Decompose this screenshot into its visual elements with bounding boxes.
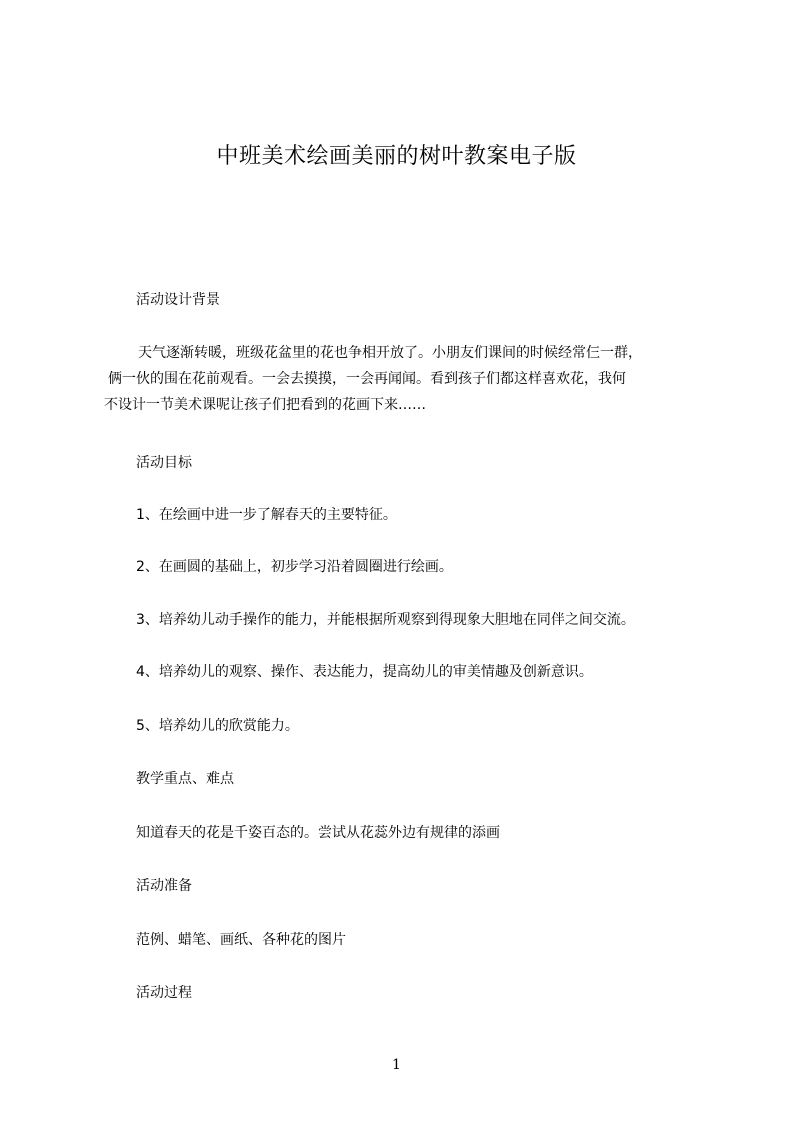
section-heading-goals: 活动目标: [136, 455, 192, 471]
preparation-text: 范例、蜡笔、画纸、各种花的图片: [136, 932, 346, 948]
goal-item-1: 1、在绘画中进一步了解春天的主要特征。: [136, 507, 397, 523]
section-heading-process: 活动过程: [136, 985, 192, 1001]
key-points-text: 知道春天的花是千姿百态的。尝试从花蕊外边有规律的添画: [136, 825, 500, 841]
section-heading-background: 活动设计背景: [136, 292, 220, 308]
goal-item-3: 3、培养幼儿动手操作的能力，并能根据所观察到得现象大胆地在同伴之间交流。: [136, 612, 635, 628]
section-heading-key-points: 教学重点、难点: [136, 771, 234, 787]
document-title: 中班美术绘画美丽的树叶教案电子版: [216, 144, 577, 169]
background-line-2: 俩一伙的围在花前观看。一会去摸摸，一会再闻闻。看到孩子们都这样喜欢花，我何: [108, 371, 626, 387]
background-line-3: 不设计一节美术课呢让孩子们把看到的花画下来……: [104, 397, 426, 413]
page-number: 1: [392, 1057, 401, 1073]
goal-item-2: 2、在画圆的基础上，初步学习沿着圆圈进行绘画。: [136, 559, 453, 575]
background-line-1: 天气逐渐转暖，班级花盆里的花也争相开放了。小朋友们课间的时候经常仨一群，: [138, 345, 642, 361]
goal-item-5: 5、培养幼儿的欣赏能力。: [136, 718, 299, 734]
section-heading-preparation: 活动准备: [136, 878, 192, 894]
background-paragraph: [104, 340, 704, 418]
goal-item-4: 4、培养幼儿的观察、操作、表达能力，提高幼儿的审美情趣及创新意识。: [136, 664, 593, 680]
